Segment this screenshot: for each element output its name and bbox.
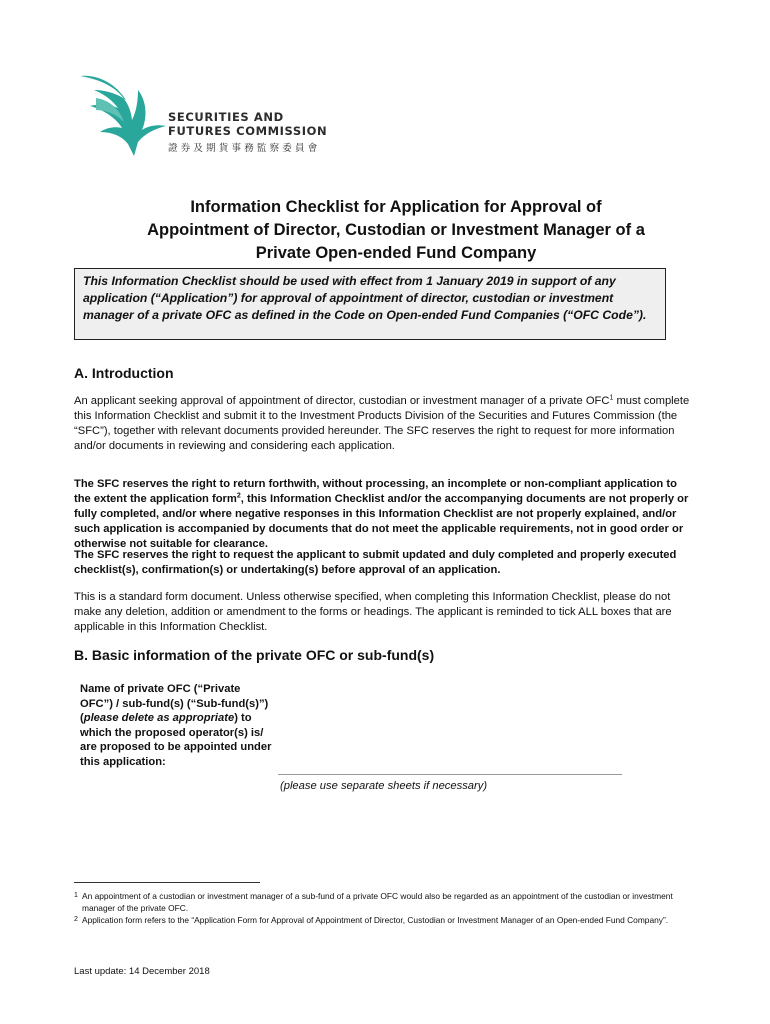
title-line1: Information Checklist for Application for Approval of xyxy=(190,198,602,216)
footnote-ref-2: 2 xyxy=(236,492,241,500)
intro-paragraph-1-text: An applicant seeking approval of appointment of director, custodian or investment manager of a private OFC xyxy=(74,395,610,407)
intro-paragraph-3: The SFC reserves the right to request the applicant to submit updated and duly completed and properly executed checklist(s), confirmation(s) or undertaking(s) before approval of an application. xyxy=(74,549,677,576)
intro-paragraph-1 xyxy=(74,394,694,454)
org-name-line1: SECURITIES AND xyxy=(168,110,284,124)
ofc-name-label-text: Name of private OFC (“Private OFC”) / sub-fund(s) (“Sub-fund(s)”) ( xyxy=(80,683,269,724)
intro-paragraph-2 xyxy=(74,477,694,552)
intro-paragraph-2-text-cont: , this Information Checklist and/or the accompanying documents are not properly or fully completed, and/or where negative responses in this Information Checklist are not properly explained, and/or such application is accompanied by documents that do not meet the applicable requirements, not in good order or otherwise not suitable for clearance. xyxy=(74,493,689,550)
footnote-2-number: 2 xyxy=(74,916,78,923)
section-a-heading: A. Introduction xyxy=(74,365,174,381)
title-line3: Private Open-ended Fund Company xyxy=(255,244,537,262)
sfc-logo xyxy=(76,70,346,160)
ofc-name-label-italic: please delete as appropriate xyxy=(83,712,235,724)
effective-notice-box: This Information Checklist should be used with effect from 1 January 2019 in support of any application (“Application”) for approval of appointment of director, custodian or investment manager of a private OFC as defined in the Code on Open-ended Fund Companies (“OFC Code”). xyxy=(74,268,666,340)
ofc-name-field-hint: (please use separate sheets if necessary) xyxy=(280,780,488,792)
last-update-footer: Last update: 14 December 2018 xyxy=(74,966,210,977)
footnote-1-number: 1 xyxy=(74,892,78,899)
ofc-name-input-line[interactable] xyxy=(278,774,622,775)
org-name-zh: 證券及期貨事務監察委員會 xyxy=(168,143,321,154)
footnote-2 xyxy=(74,914,694,926)
eagle-logo-icon xyxy=(76,70,168,160)
document-title xyxy=(100,196,692,265)
footnote-ref-1: 1 xyxy=(609,394,614,402)
intro-paragraph-1-text-cont: must complete this Information Checklist and submit it to the Investment Products Division of the Securities and Futures Commission (the “SFC”), together with relevant documents provided hereunder. The SFC reserves the right to request for more information and/or documents in reviewing and considering each application. xyxy=(74,395,690,452)
ofc-name-field-label xyxy=(80,682,275,769)
org-name-line2: FUTURES COMMISSION xyxy=(168,124,328,138)
footnote-1 xyxy=(74,890,694,914)
title-line2: Appointment of Director, Custodian or Investment Manager of a xyxy=(147,221,645,239)
footnote-1-text: An appointment of a custodian or investment manager of a sub-fund of a private OFC would also be regarded as an appointment of the custodian or investment manager of the private OFC. xyxy=(82,891,673,913)
intro-paragraph-2-text: The SFC reserves the right to return forthwith, without processing, an incomplete or non-compliant application to the extent the application form xyxy=(74,478,677,505)
footnote-2-text: Application form refers to the “Application Form for Approval of Appointment of Director, Custodian or Investment Manager of an Open-ended Fund Company”. xyxy=(82,915,669,925)
section-b-heading: B. Basic information of the private OFC or sub-fund(s) xyxy=(74,647,435,663)
footnote-separator xyxy=(74,882,260,883)
ofc-name-label-text-cont: ) to which the proposed operator(s) is/ are proposed to be appointed under this application: xyxy=(80,712,272,768)
intro-paragraph-4: This is a standard form document. Unless otherwise specified, when completing this Information Checklist, please do not make any deletion, addition or amendment to the forms or headings. The applicant is reminded to tick ALL boxes that are applicable in this Information Checklist. xyxy=(74,591,672,633)
org-name-en xyxy=(168,110,327,138)
